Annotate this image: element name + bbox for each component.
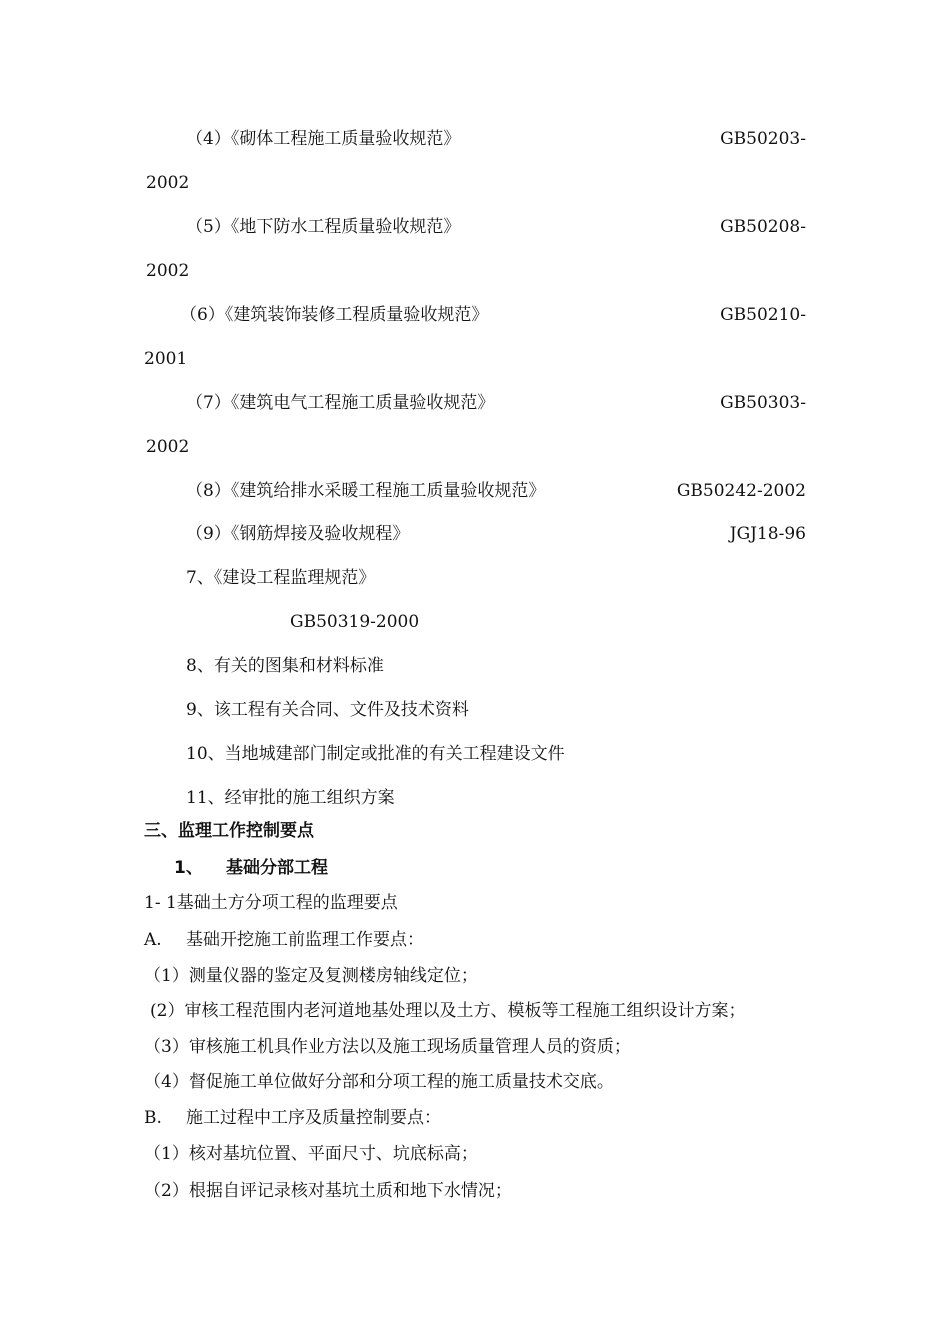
standard-code: GB50203- bbox=[720, 129, 806, 149]
part-title: 基础开挖施工前监理工作要点： bbox=[186, 930, 424, 950]
section-heading: 三、监理工作控制要点 bbox=[144, 821, 314, 841]
list-item: 8、有关的图集和材料标准 bbox=[186, 656, 384, 676]
list-item: （1）核对基坑位置、平面尺寸、坑底标高； bbox=[144, 1144, 478, 1164]
list-item: （2）根据自评记录核对基坑土质和地下水情况； bbox=[144, 1181, 512, 1201]
standard-code: GB50242-2002 bbox=[676, 481, 806, 501]
reference-title: （7）《建筑电气工程施工质量验收规范》 bbox=[186, 393, 495, 413]
standard-year: 2001 bbox=[144, 349, 188, 369]
standard-year: 2002 bbox=[146, 437, 190, 457]
standard-code: GB50303- bbox=[720, 393, 806, 413]
reference-title: （4）《砌体工程施工质量验收规范》 bbox=[186, 129, 461, 149]
subsection-heading: 1- 1基础土方分项工程的监理要点 bbox=[144, 893, 398, 913]
standard-code: JGJ18-96 bbox=[729, 524, 806, 544]
reference-title: （8）《建筑给排水采暖工程施工质量验收规范》 bbox=[186, 481, 546, 501]
reference-title: （6）《建筑装饰装修工程质量验收规范》 bbox=[180, 305, 489, 325]
reference-title: （5）《地下防水工程质量验收规范》 bbox=[186, 217, 461, 237]
list-item: （1）测量仪器的鉴定及复测楼房轴线定位； bbox=[144, 966, 478, 986]
part-title: 施工过程中工序及质量控制要点： bbox=[186, 1108, 441, 1128]
list-item: （3）审核施工机具作业方法以及施工现场质量管理人员的资质； bbox=[144, 1037, 631, 1057]
list-item: (2）审核工程范围内老河道地基处理以及土方、模板等工程施工组织设计方案； bbox=[150, 1001, 746, 1021]
list-item: 11、经审批的施工组织方案 bbox=[186, 788, 395, 808]
standard-year: 2002 bbox=[146, 261, 190, 281]
list-item: 10、当地城建部门制定或批准的有关工程建设文件 bbox=[186, 744, 565, 764]
standard-code: GB50210- bbox=[720, 305, 806, 325]
reference-title: （9）《钢筋焊接及验收规程》 bbox=[186, 524, 410, 544]
standard-code: GB50208- bbox=[720, 217, 806, 237]
list-item: 7、《建设工程监理规范》 bbox=[186, 568, 376, 588]
standard-code: GB50319-2000 bbox=[290, 612, 420, 632]
list-item: （4）督促施工单位做好分部和分项工程的施工质量技术交底。 bbox=[144, 1072, 614, 1092]
subsection-number: 1、 bbox=[174, 858, 203, 878]
standard-year: 2002 bbox=[146, 173, 190, 193]
list-item: 9、该工程有关合同、文件及技术资料 bbox=[186, 700, 469, 720]
subsection-title: 基础分部工程 bbox=[226, 858, 328, 878]
part-label: A. bbox=[144, 930, 162, 950]
part-label: B. bbox=[144, 1108, 162, 1128]
